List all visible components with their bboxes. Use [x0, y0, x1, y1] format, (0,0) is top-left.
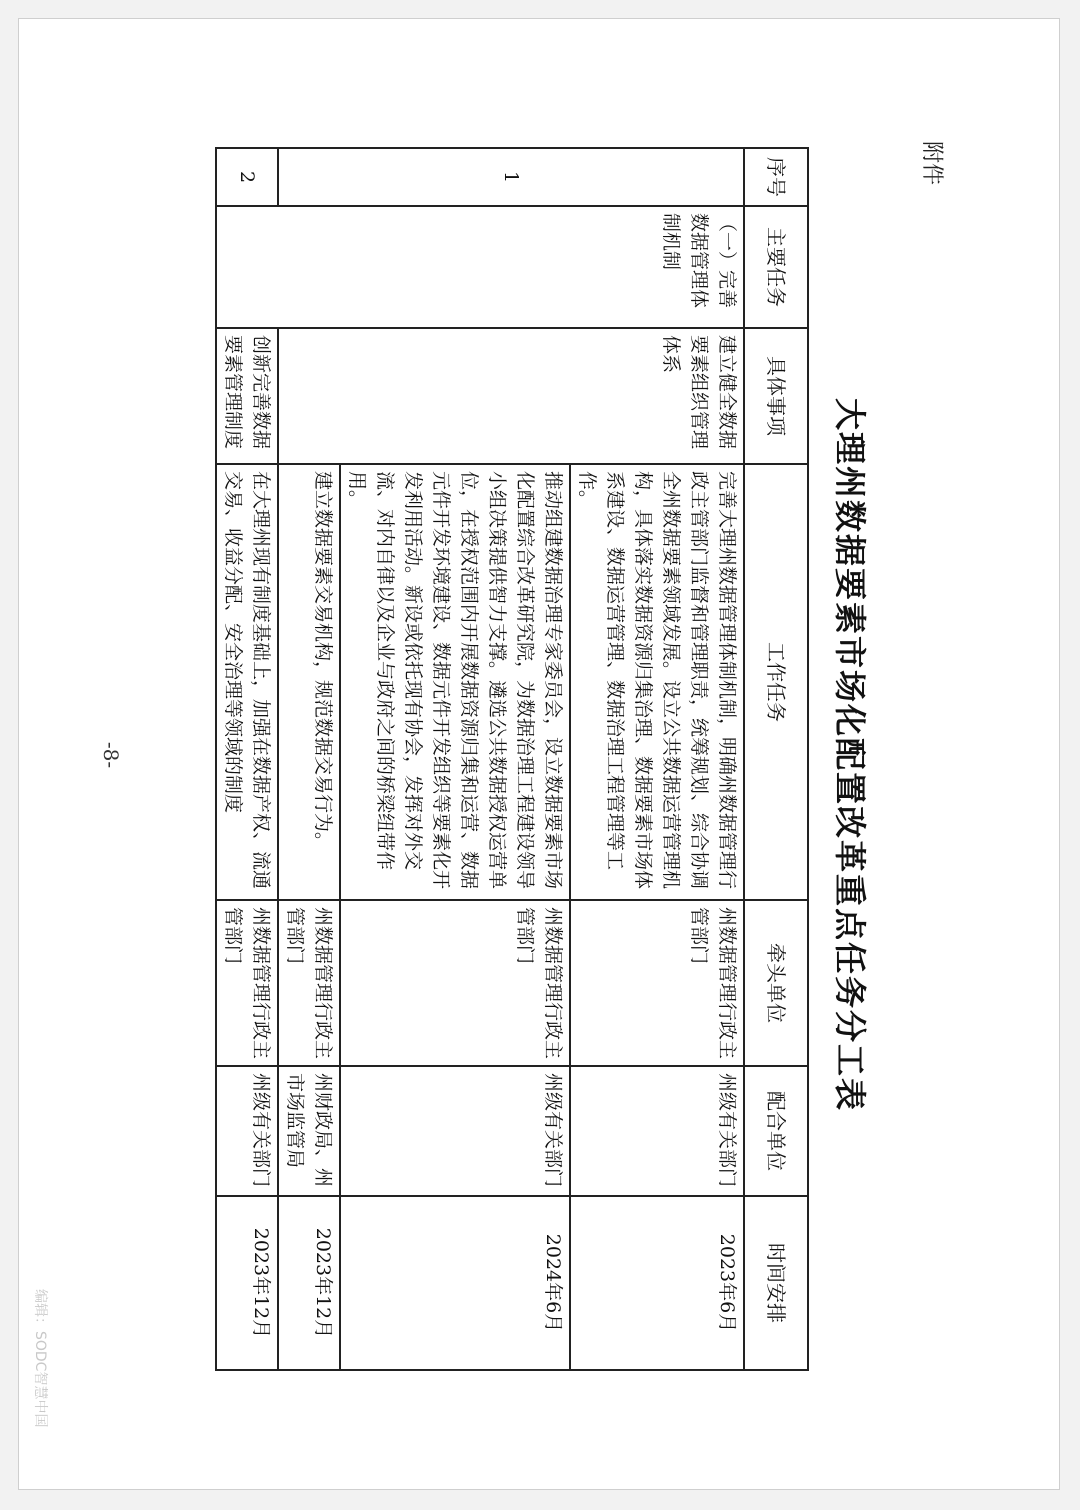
row2-item: 创新完善数据要素管理制度: [216, 328, 278, 464]
attachment-label: 附件: [919, 141, 944, 186]
row1-item: 建立健全数据要素组织管理体系: [278, 328, 744, 464]
row2-assist: 州级有关部门: [216, 1066, 278, 1196]
header-time: 时间安排: [744, 1196, 808, 1370]
header-row: [744, 148, 808, 1370]
header-assist: 配合单位: [744, 1066, 808, 1196]
row2-time: 2023年12月: [216, 1196, 278, 1370]
task-table: [215, 147, 809, 1371]
row2-work: 在大理州现有制度基础上，加强在数据产权、流通交易、收益分配、安全治理等领域的制度: [216, 464, 278, 900]
page-number: -8-: [99, 741, 123, 769]
row1-task1-assist: 州级有关部门: [570, 1066, 744, 1196]
header-work: 工作任务: [744, 464, 808, 900]
document-page: [18, 18, 1060, 1490]
watermark: 编辑：SODC智慧中国: [32, 1289, 48, 1428]
row1-task1-lead: 州数据管理行政主管部门: [570, 900, 744, 1066]
row1-task1-time: 2023年6月: [570, 1196, 744, 1370]
row2-lead: 州数据管理行政主管部门: [216, 900, 278, 1066]
row1-task2-assist: 州级有关部门: [340, 1066, 570, 1196]
row1-task1-work: 完善大理州数据管理体制机制，明确州数据管理行政主管部门监督和管理职责，统筹规划、综合协调全州数据要素领域发展。设立公共数据运营管理机构，具体落实数据资源归集治理、数据要素市场体系建设、数据运营管理、数据治理工程管理等工作。: [570, 464, 744, 900]
row1-main-task: （一）完善数据管理体制机制: [216, 206, 744, 328]
rotated-content: [19, 19, 1061, 1491]
row1-task2-work: 推动组建数据治理专家委员会，设立数据要素市场化配置综合改革研究院，为数据治理工程建设领导小组决策提供智力支撑。遴选公共数据授权运营单位，在授权范围内开展数据资源归集和运营、数据元件开发环境建设、数据元件开发组织等要素化开发利用活动。新设或依托现有协会，发挥对外交流、对内自律以及企业与政府之间的桥梁纽带作用。: [340, 464, 570, 900]
row2-seq: 2: [216, 148, 278, 206]
page-title: 大理州数据要素市场化配置改革重点任务分工表: [831, 397, 869, 1112]
header-seq: 序号: [744, 148, 808, 206]
header-item: 具体事项: [744, 328, 808, 464]
row1-seq: 1: [278, 148, 744, 206]
table-row: [570, 148, 744, 1370]
header-lead: 牵头单位: [744, 900, 808, 1066]
table-row: [216, 148, 278, 1370]
row1-task3-lead: 州数据管理行政主管部门: [278, 900, 340, 1066]
row1-task3-assist: 州财政局、州市场监管局: [278, 1066, 340, 1196]
header-main-task: 主要任务: [744, 206, 808, 328]
row1-task2-lead: 州数据管理行政主管部门: [340, 900, 570, 1066]
row1-task3-work: 建立数据要素交易机构，规范数据交易行为。: [278, 464, 340, 900]
row1-task2-time: 2024年6月: [340, 1196, 570, 1370]
row1-task3-time: 2023年12月: [278, 1196, 340, 1370]
